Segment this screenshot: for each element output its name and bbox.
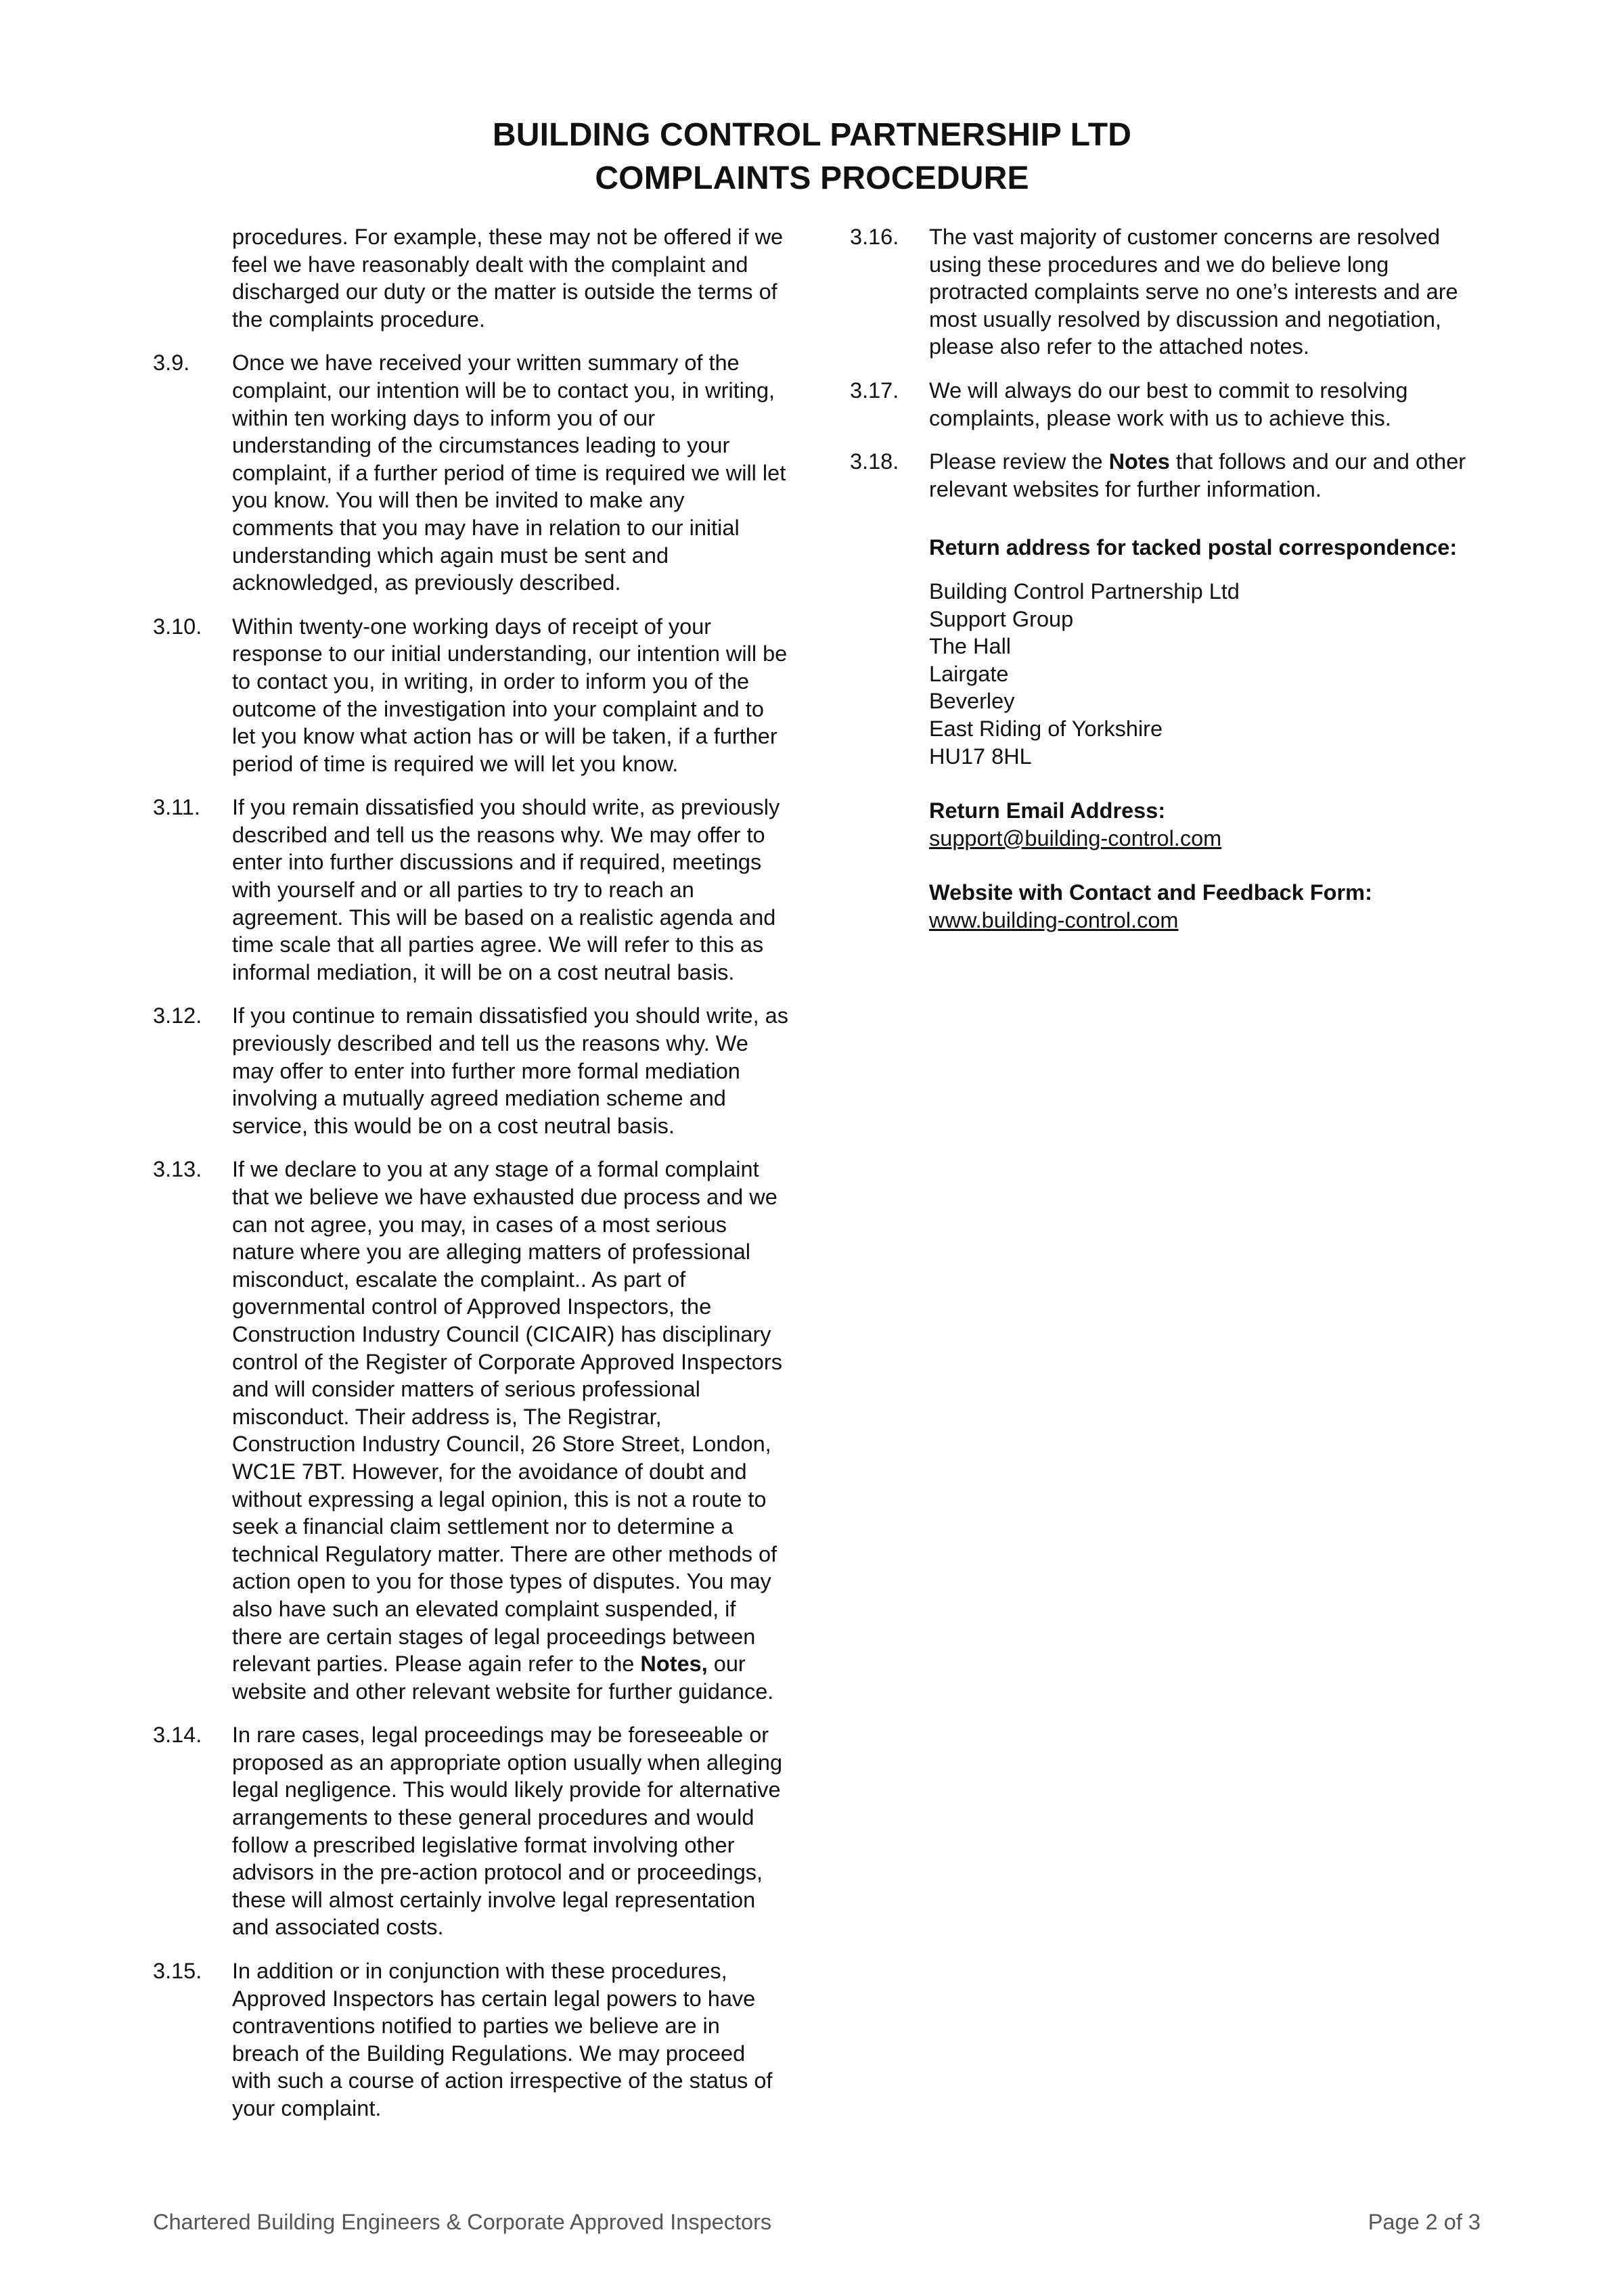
notes-reference: Notes bbox=[1108, 449, 1170, 474]
clause-text: If you remain dissatisfied you should write, as previously described and tell us the reasons why. We may offer to enter into further discussions and if required, meetings with yourself and or all parties to try to reach an agreement. This will be based on a realistic agenda and time scale that all parties agree. We will refer to this as informal mediation, it will be on a cost neutral basis. bbox=[232, 795, 780, 984]
clause-text: We will always do our best to commit to resolving complaints, please work with us to achieve this. bbox=[929, 378, 1408, 430]
clause-3-17 bbox=[850, 377, 1479, 432]
clause-text: In addition or in conjunction with these procedures, Approved Inspectors has certain legal powers to have contraventions notified to parties we believe are in breach of the Building Regulations. We may proceed with such a course of action irrespective of the status of your complaint. bbox=[232, 1959, 773, 2120]
clause-3-11 bbox=[153, 794, 789, 986]
footer-tagline: Chartered Building Engineers & Corporate Approved Inspectors bbox=[153, 2210, 772, 2234]
clause-text-end: our website and other relevant website for further guidance. bbox=[232, 1652, 774, 1704]
support-email-link[interactable]: support@building-control.com bbox=[929, 825, 1222, 850]
clause-number: 3.10. bbox=[153, 614, 202, 639]
page-number: Page 2 of 3 bbox=[1368, 2210, 1481, 2234]
return-address-section bbox=[850, 534, 1479, 770]
clause-number: 3.12. bbox=[153, 1003, 202, 1028]
website-link[interactable]: www.building-control.com bbox=[929, 907, 1179, 932]
clause-number: 3.15. bbox=[153, 1959, 202, 1984]
clause-3-16 bbox=[850, 223, 1479, 361]
email-section bbox=[850, 797, 1479, 852]
clause-text: The vast majority of customer concerns are resolved using these procedures and we do believe long protracted complaints serve no one’s interests and are most usually resolved by discussion and negotiation, please also refer to the attached notes. bbox=[929, 225, 1458, 359]
clause-text-end: that follows and our and other relevant websites for further information. bbox=[929, 449, 1466, 501]
return-address-heading: Return address for tacked postal correspondence: bbox=[929, 535, 1458, 560]
email-heading: Return Email Address: bbox=[929, 798, 1166, 823]
website-heading: Website with Contact and Feedback Form: bbox=[929, 880, 1372, 905]
address-line: Support Group bbox=[929, 606, 1074, 631]
clause-number: 3.16. bbox=[850, 225, 899, 249]
clause-text: Once we have received your written summary of the complaint, our intention will be to contact you, in writing, within ten working days to inform you of our understanding of the circumstances leading to your complaint, if a further period of time is required we will let you know. You will then be invited to make any comments that you may have in relation to our initial understanding which again must be sent and acknowledged, as previously described. bbox=[232, 350, 786, 595]
address-line: HU17 8HL bbox=[929, 744, 1032, 769]
company-name: BUILDING CONTROL PARTNERSHIP LTD bbox=[492, 117, 1132, 153]
address-line: Beverley bbox=[929, 689, 1015, 714]
address-line: East Riding of Yorkshire bbox=[929, 716, 1163, 741]
address-line: The Hall bbox=[929, 634, 1012, 659]
clause-text bbox=[929, 449, 1466, 501]
clause-number: 3.14. bbox=[153, 1723, 202, 1748]
clause-number: 3.11. bbox=[153, 795, 200, 820]
notes-reference: Notes, bbox=[640, 1652, 708, 1677]
document-title bbox=[0, 114, 1624, 200]
right-column bbox=[850, 223, 1479, 934]
clause-text: If you continue to remain dissatisfied you should write, as previously described and tell us the reasons why. We may offer to enter into further more formal mediation involving a mutually agreed mediation scheme and service, this would be on a cost neutral basis. bbox=[232, 1003, 788, 1138]
website-section bbox=[850, 879, 1479, 934]
clause-3-13 bbox=[153, 1156, 789, 1705]
address-line: Building Control Partnership Ltd bbox=[929, 578, 1240, 604]
procedure-title: COMPLAINTS PROCEDURE bbox=[595, 160, 1029, 196]
left-column bbox=[153, 223, 789, 2139]
clause-text bbox=[232, 1157, 782, 1703]
clause-text: In rare cases, legal proceedings may be foreseeable or proposed as an appropriate option usually when alleging legal negligence. This would likely provide for alternative arrangements to these general procedures and would follow a prescribed legislative format involving other advisors in the pre-action protocol and or proceedings, these will almost certainly involve legal representation and associated costs. bbox=[232, 1723, 783, 1940]
address-line: Lairgate bbox=[929, 661, 1009, 686]
clause-number: 3.9. bbox=[153, 350, 190, 376]
clause-text-start: If we declare to you at any stage of a formal complaint that we believe we have exhausted due process and we can not agree, you may, in cases of a most serious nature where you are alleging matters of professional misconduct, escalate the complaint.. As part of governmental control of Approved Inspectors, the Construction Industry Council (CICAIR) has disciplinary control of the Register of Corporate Approved Inspectors and will consider matters of serious professional misconduct. Their address is, The Registrar, Construction Industry Council, 26 Store Street, London, WC1E 7BT. However, for the avoidance of doubt and without expressing a legal opinion, this is not a route to seek a financial claim settlement nor to determine a technical Regulatory matter. There are other methods of action open to you for those types of disputes. You may also have such an elevated complaint suspended, if there are certain stages of legal proceedings between relevant parties. Please again refer to the bbox=[232, 1157, 782, 1677]
clause-number: 3.13. bbox=[153, 1157, 202, 1182]
clause-text: Within twenty-one working days of receipt of your response to our initial understanding, our intention will be to contact you, in writing, in order to inform you of the outcome of the investigation into your complaint and to let you know what action has or will be taken, if a further period of time is required we will let you know. bbox=[232, 614, 788, 776]
postal-address bbox=[929, 578, 1479, 770]
clause-number: 3.18. bbox=[850, 449, 899, 474]
clause-3-15 bbox=[153, 1957, 789, 2122]
clause-number: 3.17. bbox=[850, 378, 899, 403]
continued-paragraph: procedures. For example, these may not be offered if we feel we have reasonably dealt with the complaint and discharged our duty or the matter is outside the terms of the complaints procedure. bbox=[232, 225, 784, 332]
clause-3-10 bbox=[153, 613, 789, 778]
clause-text-start: Please review the bbox=[929, 449, 1109, 474]
clause-3-18 bbox=[850, 448, 1479, 503]
clause-3-9 bbox=[153, 349, 789, 596]
clause-3-14 bbox=[153, 1721, 789, 1941]
clause-3-12 bbox=[153, 1002, 789, 1139]
